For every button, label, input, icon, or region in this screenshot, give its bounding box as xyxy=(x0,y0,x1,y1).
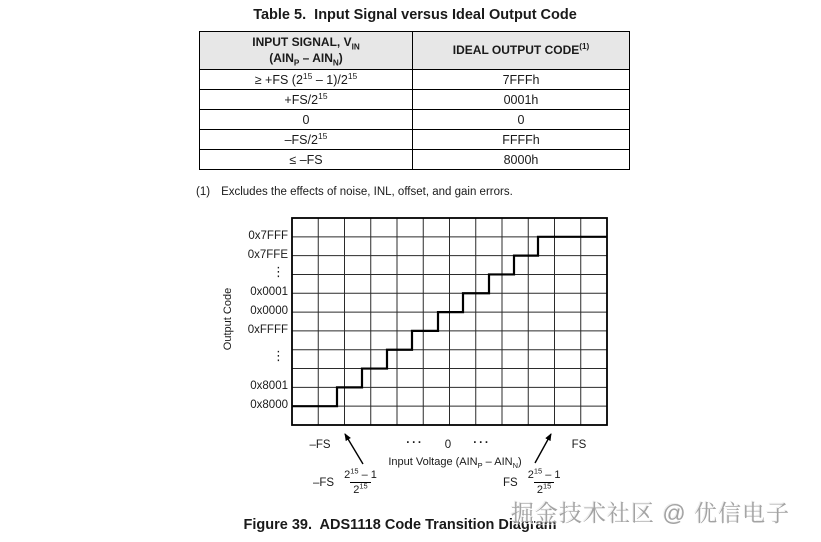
input-signal-table xyxy=(199,31,630,170)
cell-output-code: 7FFFh xyxy=(413,70,630,90)
table-title: Table 5. Input Signal versus Ideal Output Code xyxy=(253,7,577,23)
fraction xyxy=(341,466,380,496)
header-input-signal: INPUT SIGNAL, $V_{IN}$ $(AIN_P - AIN_N)$ xyxy=(200,32,413,70)
x-axis-title: Input Voltage $(AIN_P - AIN_N)$ xyxy=(388,456,522,471)
header-ideal-output-code: IDEAL OUTPUT CODE$^{(1)}$ xyxy=(413,32,630,70)
table-row xyxy=(200,70,630,90)
y-axis-label: 0x7FFE xyxy=(247,249,288,261)
fraction-numerator: $2^{15} - 1$ xyxy=(527,466,561,481)
y-axis-title: Output Code xyxy=(222,287,234,351)
cell-input-signal: $+FS/2^{15}$ xyxy=(200,90,413,110)
plot-grid xyxy=(292,218,607,425)
fraction-denominator: $2^{15}$ xyxy=(534,482,554,496)
cell-output-code: 8000h xyxy=(413,150,630,170)
neg-full-scale-annotation xyxy=(313,466,380,496)
x-axis-ellipsis: ··· xyxy=(406,437,424,449)
y-axis-ellipsis: ⋮ xyxy=(272,264,285,279)
x-axis-label: –FS xyxy=(309,439,331,451)
y-axis-ellipsis: ⋮ xyxy=(272,348,285,363)
fraction-numerator: $2^{15} - 1$ xyxy=(344,466,377,481)
footnote-text: Excludes the effects of noise, INL, offset, and gain errors. xyxy=(221,186,513,198)
cell-output-code: FFFFh xyxy=(413,130,630,150)
x-axis-label: FS xyxy=(571,439,587,451)
pos-full-scale-annotation xyxy=(503,466,564,496)
footnote-marker: (1) xyxy=(196,186,211,198)
watermark: 掘金技术社区 @ 优信电子 xyxy=(511,500,791,526)
cell-input-signal: $-FS/2^{15}$ xyxy=(200,130,413,150)
cell-input-signal: ≤ –FS xyxy=(200,150,413,170)
y-axis-label: 0x8001 xyxy=(250,380,288,392)
x-axis-label: 0 xyxy=(444,439,452,451)
footnote xyxy=(196,186,513,198)
table-row xyxy=(200,110,630,130)
y-axis-label: 0x0001 xyxy=(250,286,288,298)
figure-caption: Figure 39. ADS1118 Code Transition Diagram xyxy=(243,517,557,533)
fraction xyxy=(525,466,564,496)
code-transition-figure xyxy=(220,210,640,520)
y-axis-label: 0x7FFF xyxy=(248,230,288,242)
y-axis-label: 0x8000 xyxy=(250,399,288,411)
cell-output-code: 0001h xyxy=(413,90,630,110)
cell-input-signal: ≥ +FS $(2^{15} - 1)/2^{15}$ xyxy=(200,70,413,90)
table-row xyxy=(200,150,630,170)
x-axis-ellipsis: ··· xyxy=(473,437,491,449)
y-axis-label: 0xFFFF xyxy=(247,324,288,336)
table-row xyxy=(200,130,630,150)
annotation-prefix: –FS xyxy=(313,476,335,489)
annotation-prefix: FS xyxy=(503,476,518,489)
table-row xyxy=(200,90,630,110)
fraction-denominator: $2^{15}$ xyxy=(350,482,370,496)
table-header-row xyxy=(200,32,630,70)
cell-output-code: 0 xyxy=(413,110,630,130)
cell-input-signal: 0 xyxy=(200,110,413,130)
y-axis-label: 0x0000 xyxy=(250,305,288,317)
